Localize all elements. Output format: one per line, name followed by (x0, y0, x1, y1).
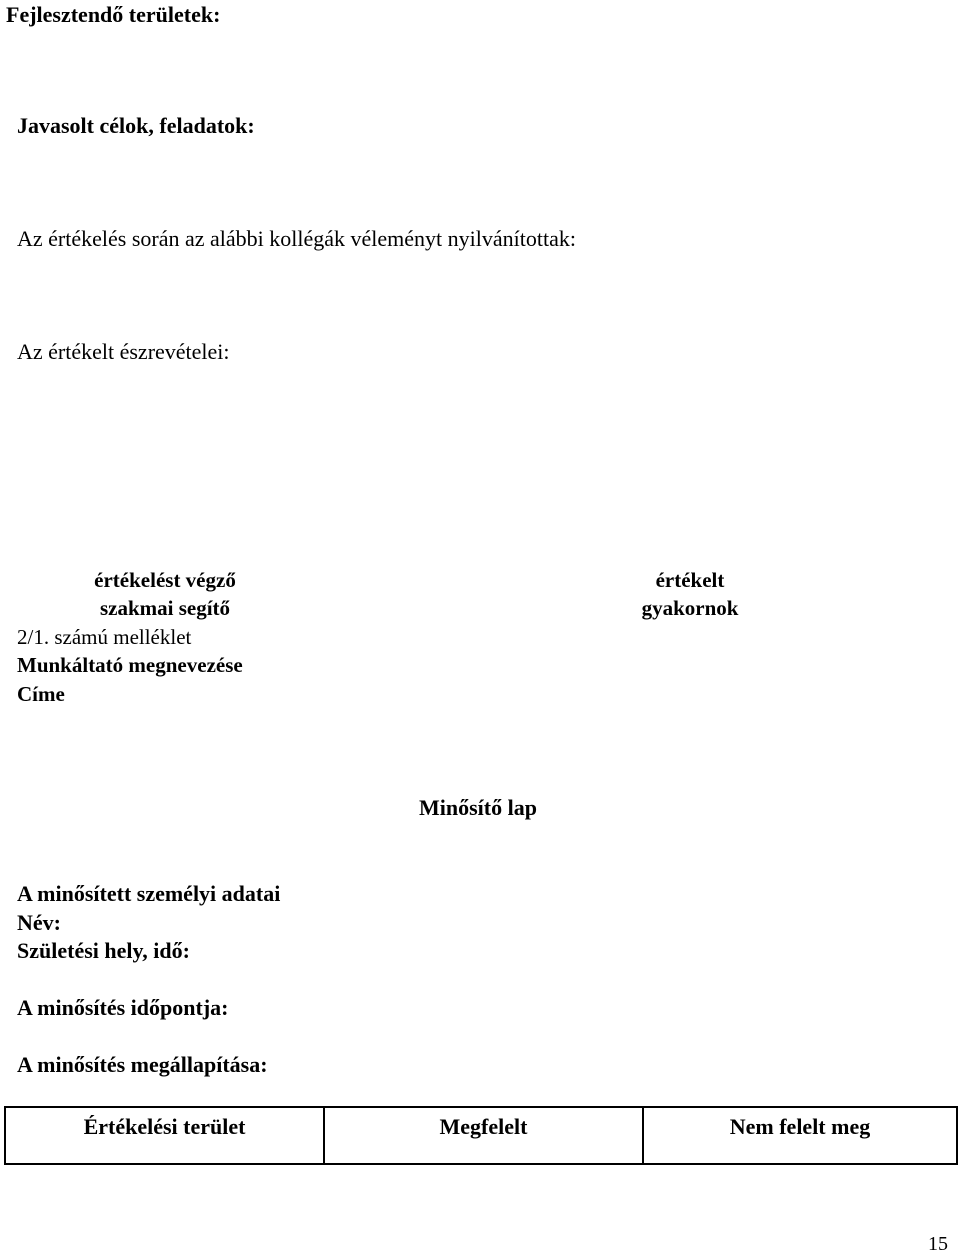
employer-name-label: Munkáltató megnevezése (17, 653, 243, 677)
header-passed: Megfelelt (324, 1107, 643, 1164)
signature-right (590, 566, 790, 622)
signature-right-line2: gyakornok (641, 596, 739, 620)
rating-finding-label: A minősítés megállapítása: (17, 1052, 268, 1077)
header-failed: Nem felelt meg (643, 1107, 957, 1164)
page-number: 15 (928, 1233, 948, 1255)
name-label: Név: (17, 910, 61, 935)
section-suggested-goals: Javasolt célok, feladatok: (17, 113, 255, 138)
header-evaluation-area: Értékelési terület (5, 1107, 324, 1164)
address-label: Címe (17, 682, 65, 706)
section-evaluated-remarks: Az értékelt észrevételei: (17, 339, 230, 364)
section-colleagues-opinion: Az értékelés során az alábbi kollégák véleményt nyilvánítottak: (17, 226, 576, 251)
signature-left-line1: értékelést végző (94, 568, 236, 592)
evaluation-table (4, 1106, 958, 1165)
birth-label: Születési hely, idő: (17, 938, 190, 963)
signature-left (40, 566, 290, 622)
signature-right-line1: értékelt (655, 568, 725, 592)
form-title: Minősítő lap (419, 795, 537, 820)
personal-data-label: A minősített személyi adatai (17, 881, 281, 906)
section-development-areas: Fejlesztendő területek: (6, 2, 221, 27)
rating-date-label: A minősítés időpontja: (17, 995, 229, 1020)
signature-left-line2: szakmai segítő (99, 596, 231, 620)
annex-number: 2/1. számú melléklet (17, 625, 192, 649)
table-row (5, 1107, 957, 1164)
